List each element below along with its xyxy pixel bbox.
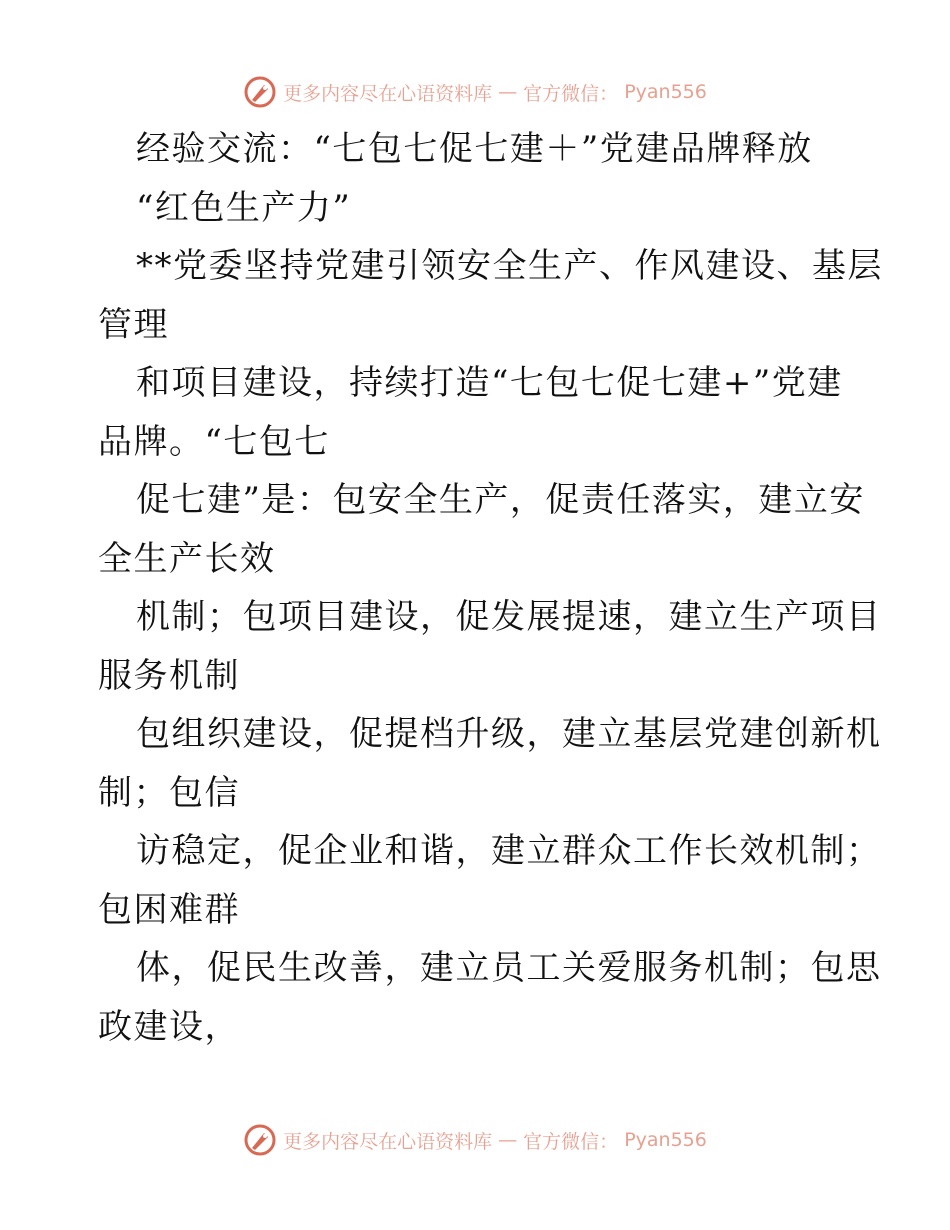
footer-watermark	[0, 1120, 950, 1160]
document-line: 访稳定，促企业和谐，建立群众工作长效机制；	[136, 831, 882, 871]
watermark-account: Pyan556	[624, 81, 707, 103]
document-line: 机制；包项目建设，促发展提速，建立生产项目	[136, 597, 882, 637]
document-line: 包困难群	[98, 889, 240, 930]
document-line: 全生产长效	[98, 538, 276, 579]
watermark-text: 更多内容尽在心语资料库	[283, 1130, 493, 1153]
watermark-account: Pyan556	[624, 1129, 707, 1151]
document-line: 管理	[98, 304, 169, 345]
header-watermark	[0, 72, 950, 112]
watermark-separator: —	[498, 81, 518, 103]
watermark-label: 官方微信：	[523, 82, 619, 105]
document-line: 经验交流：“七包七促七建＋”党建品牌释放	[136, 129, 813, 169]
document-line: 政建设，	[98, 1006, 240, 1047]
document-line: 制；包信	[98, 772, 240, 813]
document-line: 促七建”是：包安全生产，促责任落实，建立安	[136, 480, 865, 520]
document-line: 体，促民生改善，建立员工关爱服务机制；包思	[136, 948, 882, 988]
pen-nib-logo-icon	[243, 75, 277, 109]
document-line: 和项目建设，持续打造“七包七促七建+”党建	[136, 363, 843, 403]
document-line: 品牌。“七包七	[98, 421, 330, 462]
watermark-text: 更多内容尽在心语资料库	[283, 82, 493, 105]
document-body	[98, 120, 883, 1056]
document-line: 服务机制	[98, 655, 240, 696]
document-line: **党委坚持党建引领安全生产、作风建设、基层	[136, 246, 883, 286]
watermark-separator: —	[498, 1129, 518, 1151]
watermark-label: 官方微信：	[523, 1130, 619, 1153]
document-line: “红色生产力”	[136, 187, 352, 228]
pen-nib-logo-icon	[243, 1123, 277, 1157]
document-line: 包组织建设，促提档升级，建立基层党建创新机	[136, 714, 882, 754]
